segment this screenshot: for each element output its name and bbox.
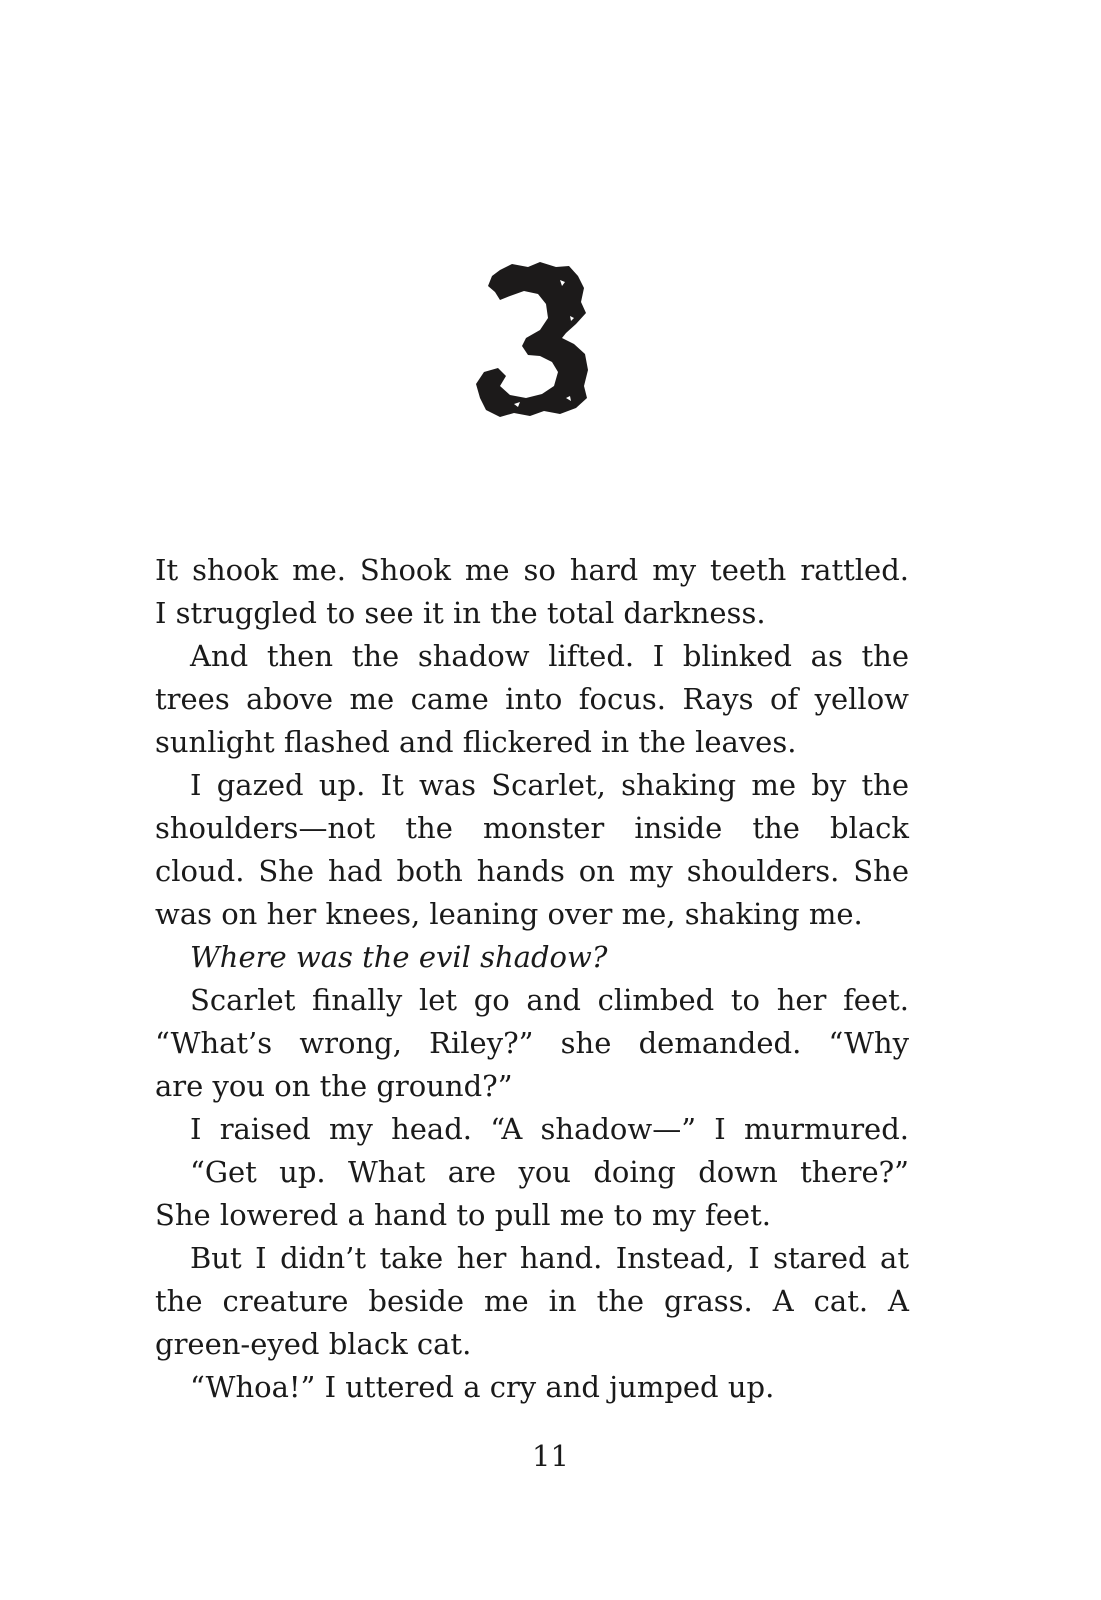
text-line: And then the shadow lifted. I blinked as the bbox=[190, 639, 909, 673]
text-line: the creature beside me in the grass. A cat. A bbox=[155, 1284, 909, 1318]
text-line: Scarlet finally let go and climbed to her feet. bbox=[190, 983, 909, 1017]
text-line: I raised my head. “A shadow—” I murmured. bbox=[190, 1112, 909, 1146]
text-line: sunlight flashed and flickered in the leaves. bbox=[155, 725, 797, 759]
text-line: I gazed up. It was Scarlet, shaking me by the bbox=[190, 768, 909, 802]
text-line: green-eyed black cat. bbox=[155, 1327, 472, 1361]
text-line: shoulders—not the monster inside the black bbox=[155, 811, 909, 845]
text-line: cloud. She had both hands on my shoulders. She bbox=[155, 854, 909, 888]
text-line: I struggled to see it in the total darkness. bbox=[155, 596, 766, 630]
text-line: trees above me came into focus. Rays of yellow bbox=[155, 682, 909, 716]
chapter-number-text bbox=[470, 423, 471, 424]
page-number: 11 bbox=[532, 1439, 569, 1473]
text-line: She lowered a hand to pull me to my feet. bbox=[155, 1198, 771, 1232]
text-line: “What’s wrong, Riley?” she demanded. “Why bbox=[155, 1026, 909, 1060]
text-line: Where was the evil shadow? bbox=[190, 940, 608, 974]
distressed-three-icon bbox=[470, 258, 595, 423]
chapter-body bbox=[155, 549, 909, 1409]
text-line: “Get up. What are you doing down there?” bbox=[190, 1155, 909, 1189]
text-line: was on her knees, leaning over me, shaking me. bbox=[155, 897, 863, 931]
chapter-number bbox=[470, 258, 595, 423]
text-line: are you on the ground?” bbox=[155, 1069, 513, 1103]
text-line: But I didn’t take her hand. Instead, I stared at bbox=[190, 1241, 909, 1275]
text-line: It shook me. Shook me so hard my teeth rattled. bbox=[155, 553, 909, 587]
text-line: “Whoa!” I uttered a cry and jumped up. bbox=[190, 1370, 775, 1404]
